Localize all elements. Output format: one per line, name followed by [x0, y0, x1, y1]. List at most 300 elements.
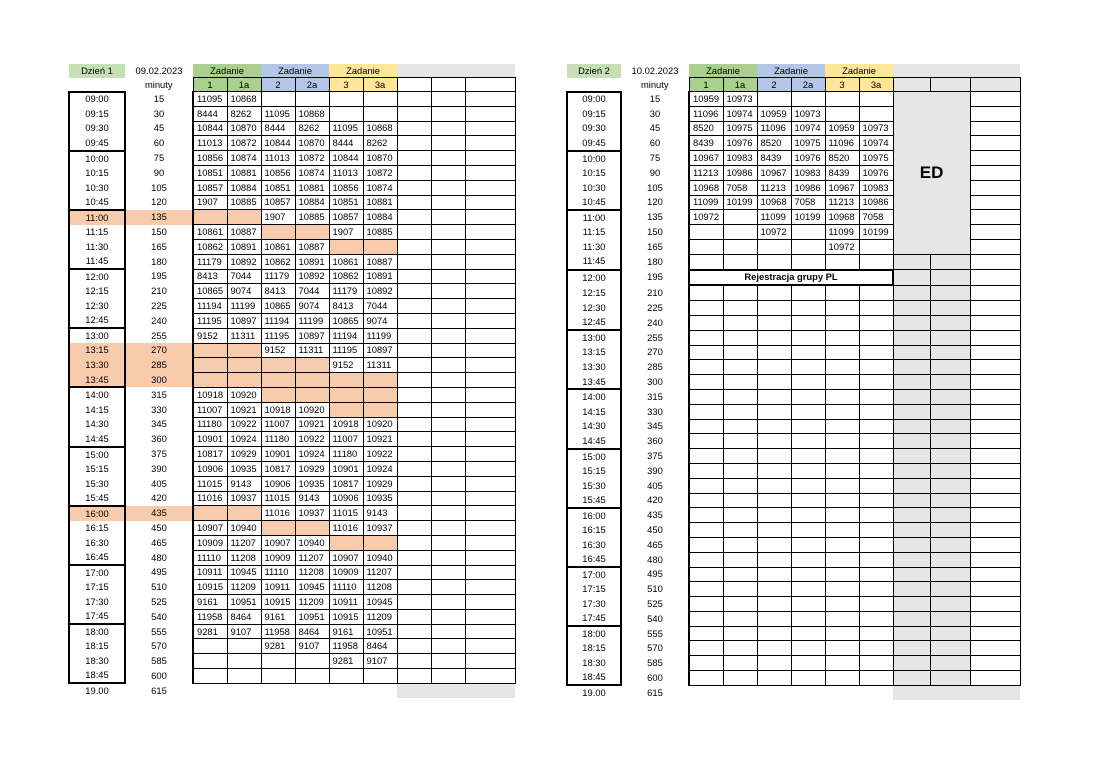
time-cell: 14:15 [69, 402, 125, 417]
empty-cell [261, 683, 295, 698]
task-cell: 8262 [363, 136, 397, 151]
table-row [567, 641, 1020, 656]
task-cell [791, 404, 825, 419]
task-cell [723, 345, 757, 360]
extra-cell [970, 493, 1020, 508]
extra-cell [970, 582, 1020, 597]
task-cell [723, 523, 757, 538]
table-row [69, 121, 515, 136]
task-cell [825, 419, 859, 434]
task-cell [363, 402, 397, 417]
task-cell: 10935 [227, 461, 261, 476]
task-cell [363, 373, 397, 388]
task-cell [723, 626, 757, 641]
table-row [69, 180, 515, 195]
task-cell: 10865 [329, 313, 363, 328]
task-cell [193, 639, 227, 654]
task-cell: 10887 [363, 254, 397, 269]
table-row [567, 270, 1020, 286]
extra-cell [970, 330, 1020, 345]
extra-cell [465, 121, 515, 136]
extra-cell [970, 180, 1020, 195]
task-cell [363, 387, 397, 402]
task-cell: 10915 [193, 580, 227, 595]
task-cell [723, 493, 757, 508]
time-cell: 13:45 [69, 373, 125, 388]
extra-cell [893, 345, 930, 360]
extra-col-header [893, 78, 930, 92]
task-cell [193, 506, 227, 521]
task-cell: 10881 [295, 180, 329, 195]
task-cell: 10897 [295, 328, 329, 343]
task-cell [261, 669, 295, 684]
extra-cell [431, 343, 465, 358]
task-cell [193, 373, 227, 388]
task-cell: 8464 [363, 639, 397, 654]
table-row [567, 597, 1020, 612]
table-row [69, 595, 515, 610]
extra-cell [970, 360, 1020, 375]
minutes-cell: 600 [125, 669, 193, 684]
time-cell: 09:30 [567, 121, 621, 136]
table-row [567, 345, 1020, 360]
minutes-cell: 135 [621, 210, 689, 225]
task-cell: 11195 [193, 313, 227, 328]
table-row [567, 375, 1020, 390]
task-cell [757, 285, 791, 300]
task-cell: 10892 [227, 254, 261, 269]
minutes-cell: 285 [125, 358, 193, 373]
extra-cell [397, 239, 431, 254]
time-cell: 10:15 [567, 165, 621, 180]
task-cell [859, 508, 893, 523]
task-col-1: 1 [689, 78, 723, 92]
task-cell: 9107 [227, 624, 261, 639]
task-cell: 10968 [757, 195, 791, 210]
table-row [69, 402, 515, 417]
time-cell: 11:30 [69, 239, 125, 254]
task-cell [261, 521, 295, 536]
minutes-cell: 480 [125, 550, 193, 565]
time-cell: 11:15 [567, 225, 621, 240]
time-cell: 17:30 [567, 597, 621, 612]
extra-cell [465, 417, 515, 432]
task-cell: 11095 [193, 92, 227, 107]
extra-cell [465, 151, 515, 166]
minutes-cell: 300 [125, 373, 193, 388]
extra-cell [930, 641, 970, 656]
task-cell [723, 671, 757, 686]
task-cell: 10986 [791, 180, 825, 195]
task-cell: 7058 [791, 195, 825, 210]
extra-cell [930, 434, 970, 449]
task-cell [859, 404, 893, 419]
task-cell [723, 597, 757, 612]
task-cell: 11213 [757, 180, 791, 195]
minutes-cell: 270 [621, 345, 689, 360]
time-cell: 17:15 [69, 580, 125, 595]
minutes-cell: 90 [125, 165, 193, 180]
task-cell [859, 671, 893, 686]
time-cell: 15:15 [69, 461, 125, 476]
time-cell: 18:00 [69, 624, 125, 639]
task-cell [689, 330, 723, 345]
minutes-cell: 75 [621, 151, 689, 166]
extra-cell [465, 106, 515, 121]
task-cell: 8520 [689, 121, 723, 136]
task-cell [791, 419, 825, 434]
time-cell: 12:45 [567, 315, 621, 330]
extra-cell [970, 301, 1020, 316]
task-cell: 9074 [295, 299, 329, 314]
task-cell [723, 360, 757, 375]
task-cell [859, 449, 893, 464]
task-cell [825, 523, 859, 538]
task-cell [261, 225, 295, 240]
minutes-cell: 600 [621, 671, 689, 686]
task-cell [859, 106, 893, 121]
grey-filler [893, 685, 930, 700]
extra-cell [397, 92, 431, 107]
extra-cell [970, 345, 1020, 360]
task-cell [193, 654, 227, 669]
extra-cell [465, 373, 515, 388]
task-cell [791, 389, 825, 404]
extra-cell [970, 315, 1020, 330]
task-cell: 10918 [193, 387, 227, 402]
task-cell: 10915 [329, 609, 363, 624]
task-cell [859, 552, 893, 567]
date-label: 09.02.2023 [135, 64, 183, 76]
task-cell: 11209 [295, 595, 329, 610]
extra-cell [397, 580, 431, 595]
extra-cell [970, 136, 1020, 151]
extra-cell [397, 254, 431, 269]
task-cell [689, 419, 723, 434]
minutes-cell: 390 [125, 461, 193, 476]
task-cell [329, 239, 363, 254]
task-cell [363, 669, 397, 684]
time-cell: 18:15 [69, 639, 125, 654]
time-cell: 18:00 [567, 626, 621, 641]
task-cell: 11207 [363, 565, 397, 580]
extra-cell [397, 195, 431, 210]
task-cell [825, 106, 859, 121]
task-cell [689, 611, 723, 626]
time-cell: 16:30 [567, 537, 621, 552]
task-cell: 10929 [363, 476, 397, 491]
task-cell: 11099 [825, 225, 859, 240]
task-cell [329, 373, 363, 388]
extra-cell [397, 328, 431, 343]
minutes-cell: 420 [621, 493, 689, 508]
task-cell [295, 387, 329, 402]
minutes-cell: 420 [125, 491, 193, 506]
time-cell: 14:30 [567, 419, 621, 434]
extra-col-header [397, 78, 431, 92]
task-cell: 10897 [227, 313, 261, 328]
task-cell [723, 210, 757, 225]
day-label: Dzień 2 [567, 64, 621, 78]
minutes-cell: 270 [125, 343, 193, 358]
table-row [567, 656, 1020, 671]
task-cell: 10901 [261, 447, 295, 462]
minutes-cell: 105 [621, 180, 689, 195]
task-col-1a: 1a [723, 78, 757, 92]
task-cell [825, 493, 859, 508]
task-cell: 10901 [193, 432, 227, 447]
time-cell: 09:45 [69, 136, 125, 151]
time-cell: 17:00 [69, 565, 125, 580]
minutes-cell: 375 [621, 449, 689, 464]
minutes-cell: 120 [125, 195, 193, 210]
task-cell: 9152 [261, 343, 295, 358]
extra-cell [970, 92, 1020, 107]
table-row [567, 330, 1020, 345]
extra-cell [930, 597, 970, 612]
extra-cell [465, 254, 515, 269]
time-cell: 19.00 [85, 685, 109, 697]
table-row [69, 417, 515, 432]
task-cell: 10861 [329, 254, 363, 269]
empty-cell [791, 685, 825, 700]
extra-cell [431, 299, 465, 314]
task-cell [193, 343, 227, 358]
task-cell [757, 330, 791, 345]
extra-cell [930, 270, 970, 286]
time-cell: 15:15 [567, 463, 621, 478]
task-col-3: 3 [329, 78, 363, 92]
task-cell: 10817 [329, 476, 363, 491]
time-cell: 09:15 [567, 106, 621, 121]
task-cell [723, 449, 757, 464]
task-cell [757, 239, 791, 254]
task-cell: 11213 [689, 165, 723, 180]
extra-cell [431, 402, 465, 417]
day-1-schedule [68, 64, 516, 698]
task-cell [689, 360, 723, 375]
task-col-2a: 2a [295, 78, 329, 92]
task-cell [757, 671, 791, 686]
time-cell: 12:45 [69, 313, 125, 328]
task-cell [791, 239, 825, 254]
task-cell: 10881 [227, 165, 261, 180]
task-cell: 11179 [193, 254, 227, 269]
minutes-cell: 540 [125, 609, 193, 624]
time-cell: 15:45 [69, 491, 125, 506]
task-cell [859, 375, 893, 390]
task-cell [825, 611, 859, 626]
extra-cell [431, 387, 465, 402]
table-row [69, 210, 515, 225]
task-cell [757, 345, 791, 360]
task-cell [689, 463, 723, 478]
task-cell: 10920 [227, 387, 261, 402]
task-cell [757, 523, 791, 538]
task-cell: 10857 [329, 210, 363, 225]
task-cell [791, 641, 825, 656]
extra-cell [465, 210, 515, 225]
task-cell: 9152 [193, 328, 227, 343]
task-cell [791, 434, 825, 449]
task-cell [193, 210, 227, 225]
task-cell: 10972 [757, 225, 791, 240]
extra-cell [431, 210, 465, 225]
task-cell [689, 626, 723, 641]
table-row [69, 195, 515, 210]
task-cell: 11096 [689, 106, 723, 121]
extra-cell [431, 476, 465, 491]
task-cell [363, 535, 397, 550]
task-cell [791, 493, 825, 508]
task-cell [261, 654, 295, 669]
task-cell [329, 387, 363, 402]
task-cell: 8439 [689, 136, 723, 151]
minutes-cell: 195 [621, 270, 689, 286]
task-cell [329, 535, 363, 550]
task-cell [723, 225, 757, 240]
task-cell: 10945 [363, 595, 397, 610]
task-cell [757, 597, 791, 612]
task-cell: 10924 [295, 447, 329, 462]
task-cell [825, 285, 859, 300]
extra-cell [970, 375, 1020, 390]
task-cell [689, 239, 723, 254]
extra-cell [970, 270, 1020, 286]
task-cell: 10851 [193, 165, 227, 180]
table-row [69, 624, 515, 639]
time-cell: 16:00 [567, 508, 621, 523]
task-cell: 10865 [261, 299, 295, 314]
task-cell [689, 537, 723, 552]
task-cell: 10861 [193, 225, 227, 240]
extra-cell [930, 360, 970, 375]
extra-col-header [431, 78, 465, 92]
task-cell: 10924 [227, 432, 261, 447]
task-cell: 11007 [329, 432, 363, 447]
minutes-cell: 315 [621, 389, 689, 404]
task-cell [791, 254, 825, 269]
extra-cell [930, 285, 970, 300]
table-row [69, 506, 515, 521]
task-cell [295, 92, 329, 107]
extra-cell [465, 669, 515, 684]
task-cell [825, 449, 859, 464]
task-cell [723, 285, 757, 300]
extra-cell [397, 609, 431, 624]
grey-filler [970, 64, 1020, 78]
extra-cell [397, 624, 431, 639]
task-cell [791, 508, 825, 523]
extra-cell [431, 580, 465, 595]
task-cell [261, 358, 295, 373]
extra-cell [431, 313, 465, 328]
extra-cell [431, 535, 465, 550]
extra-cell [893, 597, 930, 612]
task-cell: 10887 [227, 225, 261, 240]
extra-cell [465, 580, 515, 595]
task-cell [757, 641, 791, 656]
extra-cell [431, 121, 465, 136]
task-cell [859, 285, 893, 300]
extra-cell [970, 656, 1020, 671]
task-cell [791, 567, 825, 582]
extra-cell [930, 345, 970, 360]
time-cell: 13:15 [69, 343, 125, 358]
task-cell: 9107 [295, 639, 329, 654]
task-cell: 11015 [329, 506, 363, 521]
extra-cell [893, 330, 930, 345]
task-cell: 10921 [227, 402, 261, 417]
task-cell: 11207 [227, 535, 261, 550]
task-cell [859, 254, 893, 269]
minutes-cell: 450 [125, 521, 193, 536]
task-cell: 11007 [193, 402, 227, 417]
task-cell: 10968 [689, 180, 723, 195]
task-cell: 10920 [363, 417, 397, 432]
extra-cell [397, 121, 431, 136]
minutes-cell: 525 [125, 595, 193, 610]
extra-cell [431, 92, 465, 107]
extra-cell [465, 195, 515, 210]
time-cell: 10:15 [69, 165, 125, 180]
extra-cell [431, 136, 465, 151]
task-cell [689, 671, 723, 686]
task-cell: 11007 [261, 417, 295, 432]
task-cell: 10885 [363, 225, 397, 240]
extra-cell [465, 313, 515, 328]
empty-cell [193, 683, 227, 698]
task-cell: 11311 [295, 343, 329, 358]
table-row [69, 447, 515, 462]
task-cell: 11179 [261, 269, 295, 284]
task-cell [791, 597, 825, 612]
extra-cell [397, 373, 431, 388]
task-cell: 10915 [261, 595, 295, 610]
task-cell: 10974 [859, 136, 893, 151]
task-cell [689, 254, 723, 269]
task-cell: 10868 [295, 106, 329, 121]
time-cell: 11:00 [69, 210, 125, 225]
minutes-cell: 45 [125, 121, 193, 136]
task-cell: 10891 [363, 269, 397, 284]
empty-cell [723, 685, 757, 700]
minutes-cell: 60 [621, 136, 689, 151]
extra-cell [431, 565, 465, 580]
extra-cell [397, 180, 431, 195]
task-cell: 10940 [363, 550, 397, 565]
table-row [69, 165, 515, 180]
task-cell: 8413 [329, 299, 363, 314]
minutes-cell: 15 [125, 92, 193, 107]
extra-cell [431, 195, 465, 210]
minutes-cell: 585 [125, 654, 193, 669]
task-cell: 10872 [227, 136, 261, 151]
task-cell: 8520 [757, 136, 791, 151]
task-cell: 10874 [227, 151, 261, 166]
task-cell: 10975 [723, 121, 757, 136]
extra-cell [970, 121, 1020, 136]
task-cell: 10862 [261, 254, 295, 269]
task-cell: 10959 [689, 92, 723, 107]
minutes-cell: 225 [621, 301, 689, 316]
task-cell: 11194 [193, 299, 227, 314]
task-cell [723, 330, 757, 345]
minutes-cell: 405 [621, 478, 689, 493]
task-cell: 10872 [295, 151, 329, 166]
extra-cell [930, 582, 970, 597]
task-cell: 10851 [261, 180, 295, 195]
